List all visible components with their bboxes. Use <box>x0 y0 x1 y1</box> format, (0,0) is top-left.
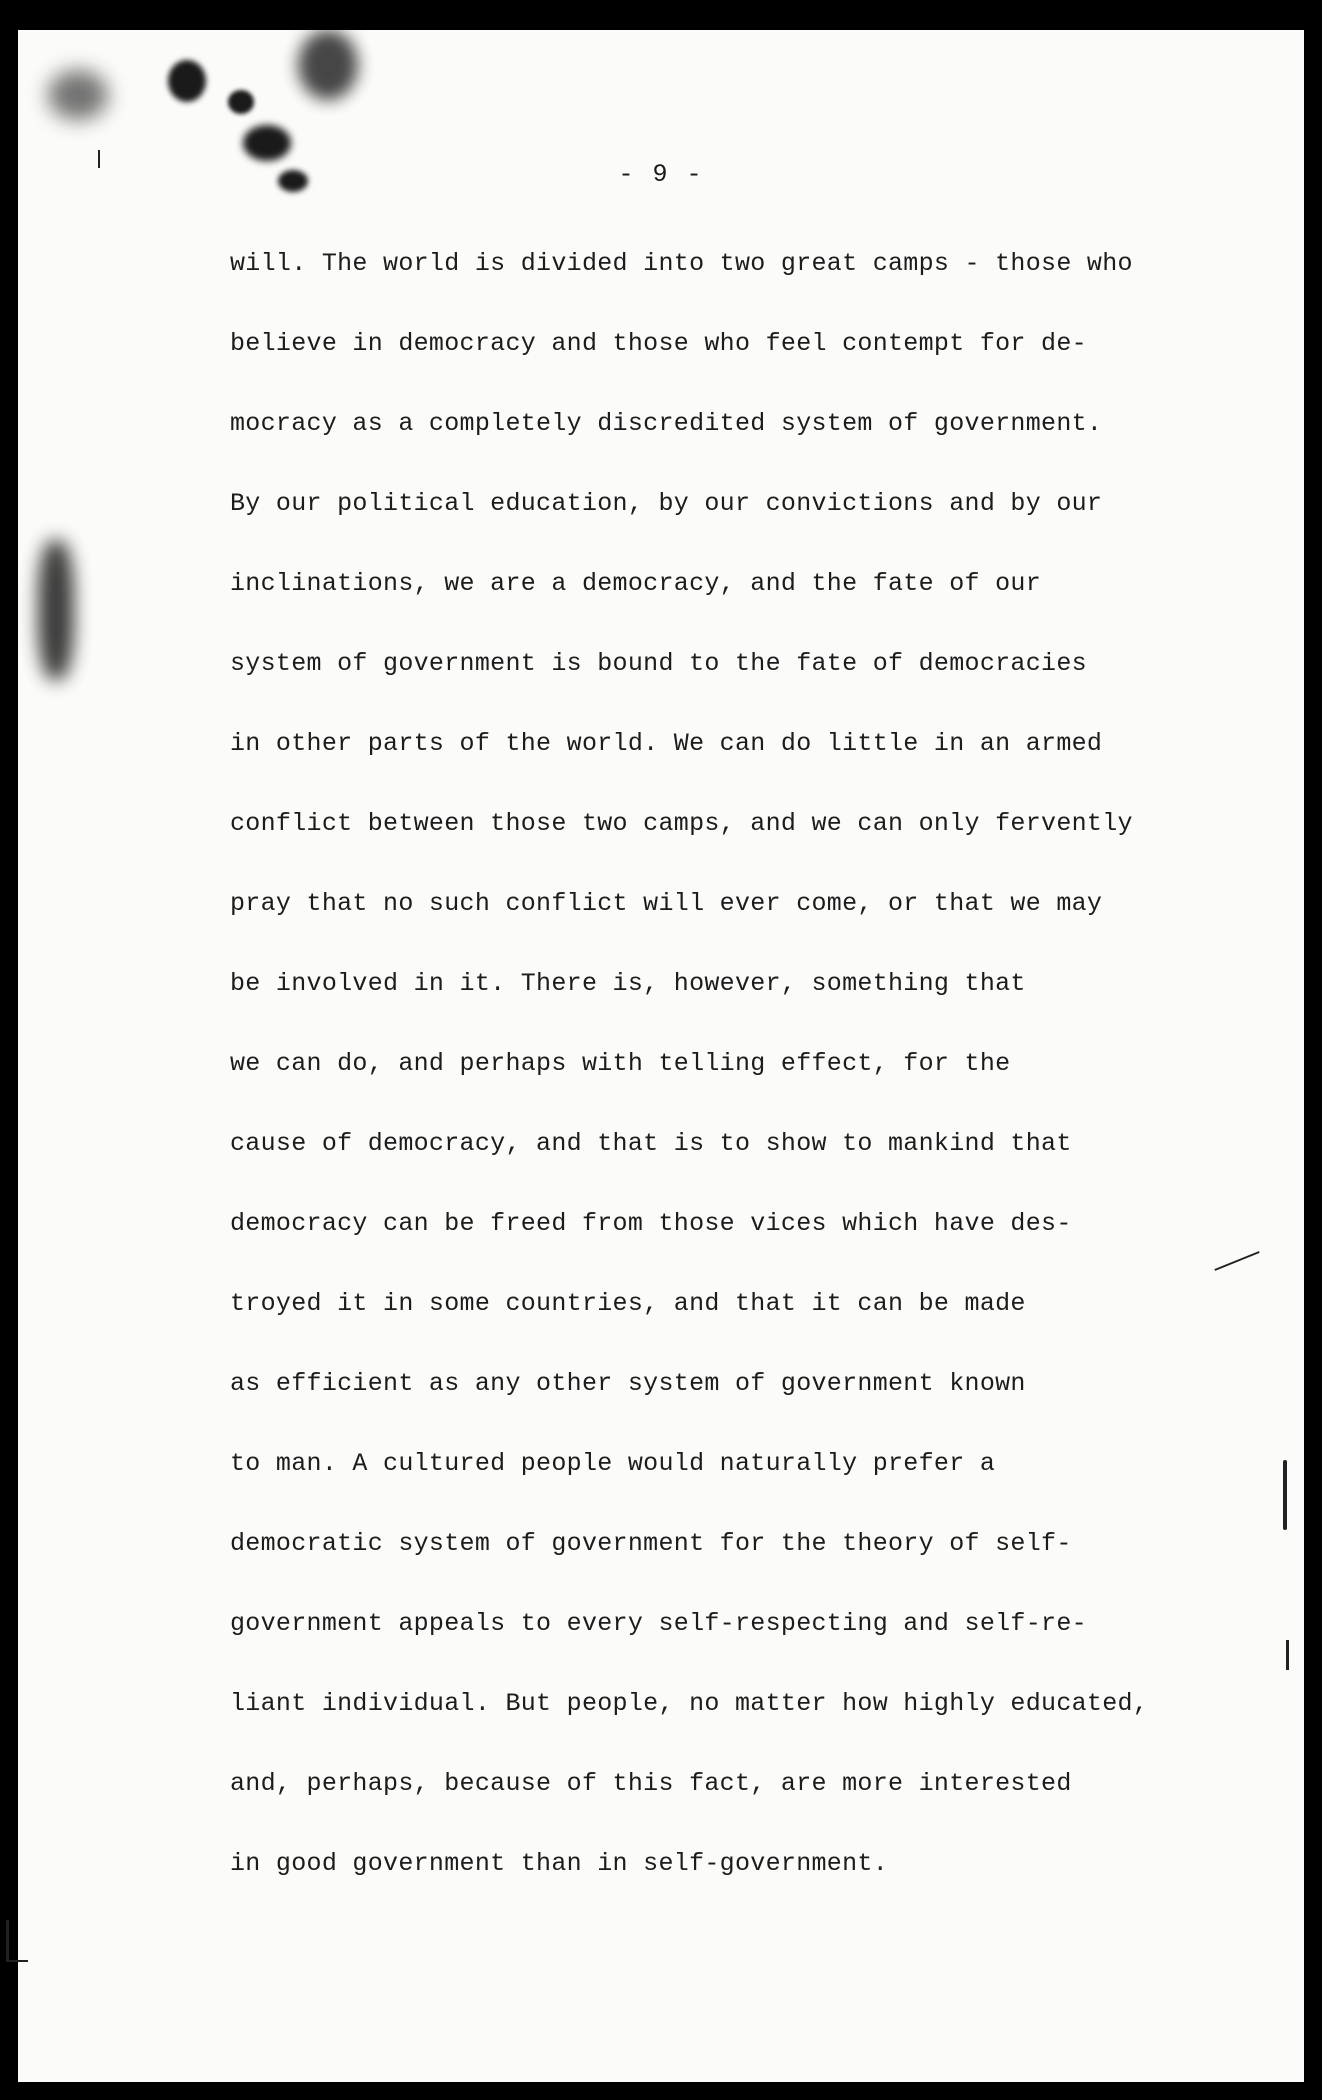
text-line: as efficient as any other system of government known <box>230 1369 1026 1398</box>
ink-smudge <box>38 540 74 680</box>
text-line: in good government than in self-government. <box>230 1849 889 1878</box>
ink-smudge <box>298 30 358 100</box>
text-line: inclinations, we are a democracy, and the fate of our <box>230 569 1042 598</box>
text-line: system of government is bound to the fate of democracies <box>230 649 1087 678</box>
text-line: democratic system of government for the theory of self- <box>230 1529 1072 1558</box>
text-line: pray that no such conflict will ever come, or that we may <box>230 889 1103 918</box>
text-line: will. The world is divided into two great camps - those who <box>230 249 1133 278</box>
ink-smudge <box>243 125 291 161</box>
text-line: government appeals to every self-respecting and self-re- <box>230 1609 1087 1638</box>
scan-edge-mark <box>6 1960 28 1962</box>
text-line: democracy can be freed from those vices which have des- <box>230 1209 1072 1238</box>
ink-smudge <box>48 70 108 120</box>
text-line: conflict between those two camps, and we can only fervently <box>230 809 1133 838</box>
text-line: cause of democracy, and that is to show to mankind that <box>230 1129 1072 1158</box>
text-line: and, perhaps, because of this fact, are more interested <box>230 1769 1072 1798</box>
text-line: liant individual. But people, no matter how highly educated, <box>230 1689 1149 1718</box>
text-line: mocracy as a completely discredited system of government. <box>230 409 1103 438</box>
ink-smudge <box>228 90 254 114</box>
text-line: By our political education, by our convictions and by our <box>230 489 1103 518</box>
page-number: - 9 - <box>618 160 704 189</box>
text-line: troyed it in some countries, and that it can be made <box>230 1289 1026 1318</box>
ink-smudge <box>168 60 206 102</box>
text-line: be involved in it. There is, however, something that <box>230 969 1026 998</box>
text-line: to man. A cultured people would naturally prefer a <box>230 1449 996 1478</box>
scan-edge-mark <box>6 1920 9 1960</box>
body-paragraph <box>230 234 1290 1914</box>
text-line: believe in democracy and those who feel contempt for de- <box>230 329 1087 358</box>
text-line: we can do, and perhaps with telling effect, for the <box>230 1049 1011 1078</box>
text-line: in other parts of the world. We can do little in an armed <box>230 729 1103 758</box>
